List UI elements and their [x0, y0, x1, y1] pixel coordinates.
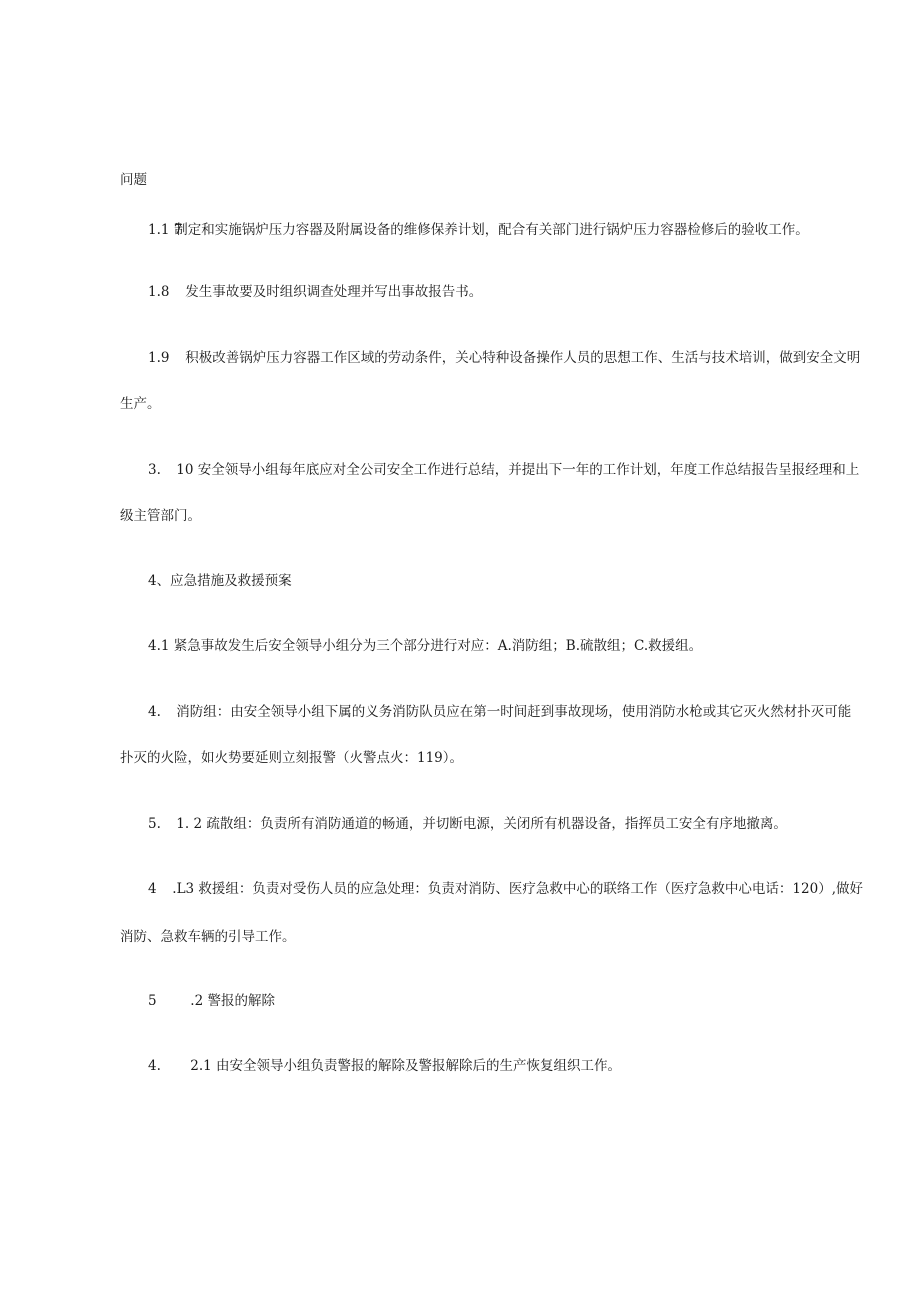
paragraph-text: 4、应急措施及救援预案: [148, 573, 292, 589]
section-heading-alarm-release: [148, 993, 275, 1009]
paragraph-text: 1. 2 疏散组：负责所有消防通道的畅通，并切断电源，关闭所有机器设备，指挥员工安全有序地撤离。: [176, 816, 787, 832]
paragraph-1-8: [148, 284, 482, 300]
paragraph-text: 消防、急救车辆的引导工作。: [120, 929, 296, 945]
paragraph-4-1: [148, 638, 702, 654]
paragraph-2-1: [148, 1058, 621, 1074]
section-heading-4: [148, 573, 292, 589]
paragraph-3-10-line-1: [148, 462, 859, 478]
paragraph-text: .2 警报的解除: [190, 993, 275, 1009]
paragraph-number: 1.1 7: [148, 222, 183, 238]
paragraph-text: 10 安全领导小组每年底应对全公司安全工作进行总结，并提出下一年的工作计划，年度工作总结报告呈报经理和上: [176, 462, 860, 478]
paragraph-1-9-line-1: [148, 350, 860, 366]
paragraph-number: 1.9: [148, 350, 170, 366]
paragraph-text: 发生事故要及时组织调查处理并写出事故报告书。: [185, 284, 483, 300]
paragraph-text: 4.1 紧急事故发生后安全领导小组分为三个部分进行对应：A.消防组；B.硫散组；C.救援组。: [148, 638, 703, 654]
paragraph-text: 2.1 由安全领导小组负责警报的解除及警报解除后的生产恢复组织工作。: [190, 1058, 622, 1074]
heading-wenti: [120, 172, 147, 188]
paragraph-text: .L3 救援组：负责对受伤人员的应急处理：负责对消防、医疗急救中心的联络工作（医疗急救中心电话：120）,做好: [172, 881, 863, 897]
paragraph-number: 4.: [148, 1058, 161, 1074]
paragraph-text: 扑灭的火险，如火势要延则立刻报警（火警点火：119）。: [120, 750, 464, 766]
paragraph-number: 3.: [148, 462, 161, 478]
paragraph-number: 5: [148, 993, 157, 1009]
paragraph-1-1-7: [148, 222, 809, 238]
paragraph-text: 制定和实施锅炉压力容器及附属设备的维修保养计划，配合有关部门进行锅炉压力容器检修后的验收工作。: [174, 222, 809, 238]
paragraph-text: 消防组：由安全领导小组下属的义务消防队员应在第一时间赶到事故现场，使用消防水枪或其它灭火然材扑灭可能: [176, 704, 852, 720]
paragraph-number: 5.: [148, 816, 161, 832]
paragraph-number: 1.8: [148, 284, 170, 300]
paragraph-fire-group-line-2: [120, 750, 463, 766]
paragraph-1-9-line-2: [120, 396, 161, 412]
paragraph-rescue-group-line-1: [148, 881, 863, 897]
paragraph-text: 积极改善锅炉压力容器工作区域的劳动条件，关心特种设备操作人员的思想工作、生活与技术培训，做到安全文明: [185, 350, 861, 366]
paragraph-text: 问题: [120, 172, 147, 188]
paragraph-evacuation-group: [148, 816, 787, 832]
paragraph-text: 生产。: [120, 396, 161, 412]
paragraph-rescue-group-line-2: [120, 929, 296, 945]
paragraph-number: 4.: [148, 704, 161, 720]
paragraph-text: 级主管部门。: [120, 508, 201, 524]
paragraph-number: 4: [148, 881, 157, 897]
paragraph-fire-group-line-1: [148, 704, 851, 720]
paragraph-3-10-line-2: [120, 508, 201, 524]
